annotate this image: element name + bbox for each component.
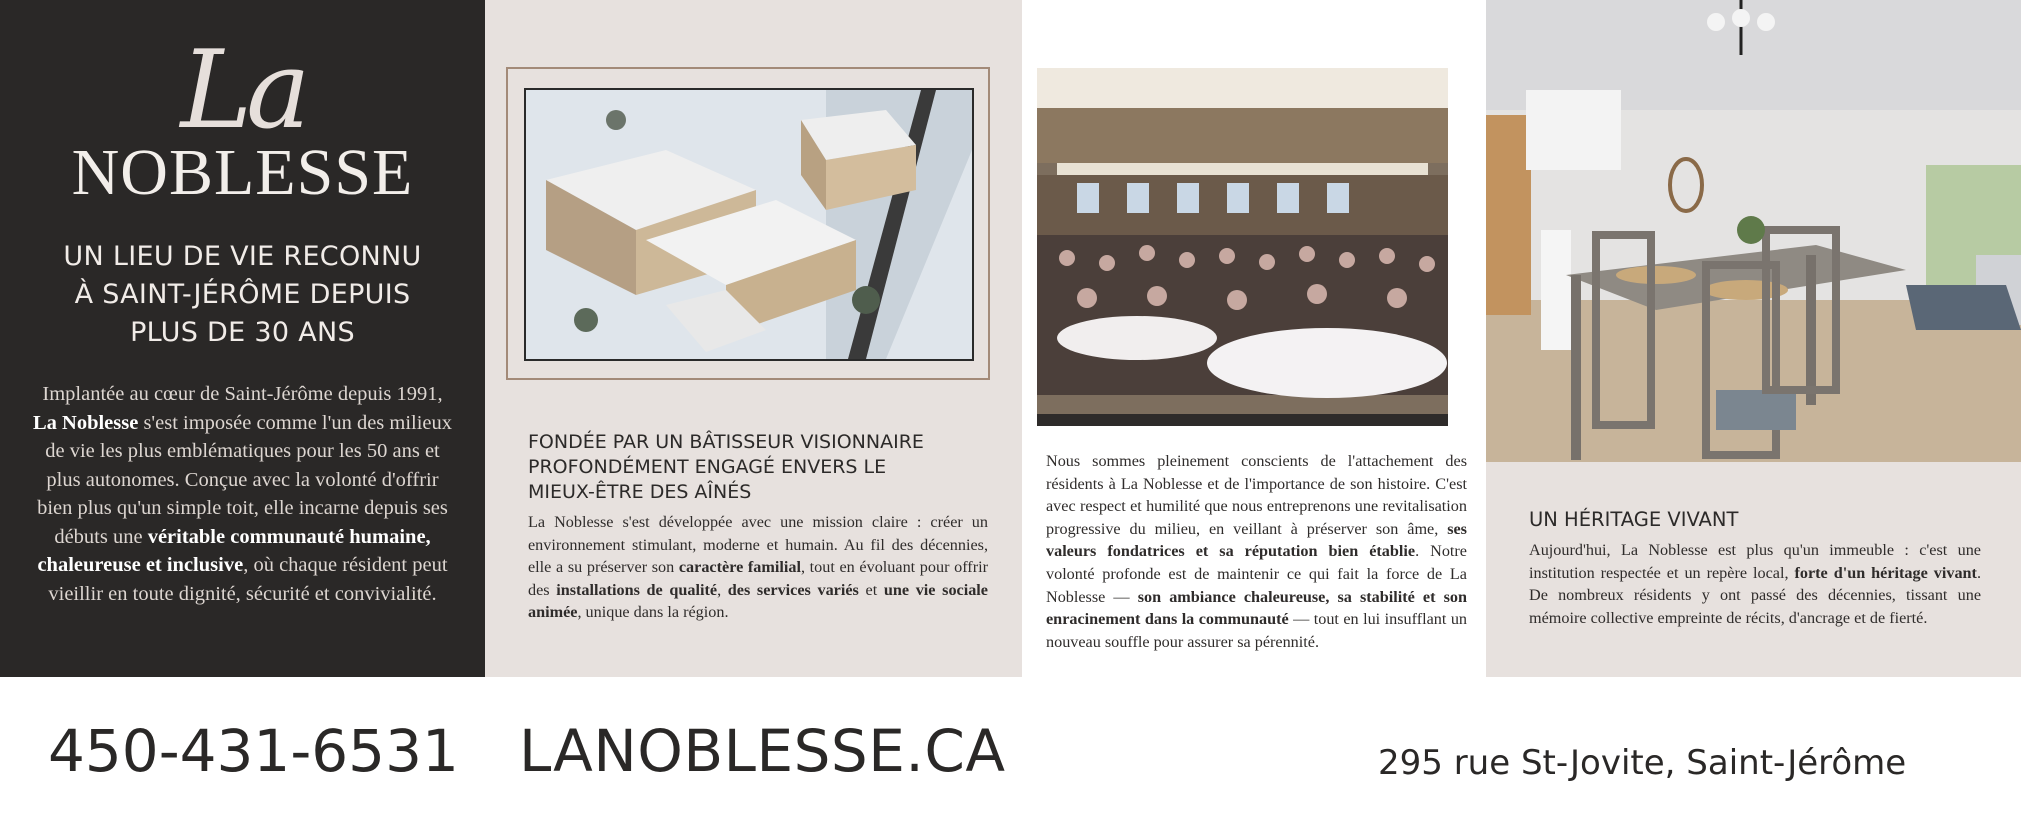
bold-text: son ambiance chaleureuse, sa stabilité et son enracinement dans la communauté bbox=[1046, 587, 1467, 629]
text: Implantée au cœur de Saint-Jérôme depuis 1991, bbox=[42, 383, 443, 405]
text: — tout en lui insufflant un nouveau souffle pour assurer sa pérennité. bbox=[1046, 610, 1468, 651]
apartment-dining-photo bbox=[1486, 0, 2021, 462]
heading-line: UN LIEU DE VIE RECONNU bbox=[63, 241, 422, 272]
heritage-panel bbox=[1486, 0, 2021, 677]
bold-text: des services variés bbox=[727, 580, 859, 599]
text: La Noblesse s'est développée avec une mission claire : créer un environnement stimulant, moderne et humain. Au fil des décennies, elle a su préserver son bbox=[528, 513, 988, 577]
logo-wordmark: NOBLESSE bbox=[71, 136, 414, 209]
banquet-hall-photo bbox=[1037, 68, 1448, 426]
text: et bbox=[858, 580, 884, 599]
bold-text: La Noblesse bbox=[32, 411, 139, 434]
intro-heading bbox=[20, 238, 465, 352]
heading-line: À SAINT-JÉRÔME DEPUIS bbox=[74, 279, 411, 310]
heading-line: MIEUX-ÊTRE DES AÎNÉS bbox=[528, 481, 752, 503]
history-heading bbox=[528, 430, 998, 505]
bold-text: caractère familial bbox=[678, 558, 801, 577]
history-panel bbox=[485, 0, 1022, 677]
aerial-photo-illustration bbox=[526, 90, 972, 359]
banquet-photo-illustration bbox=[1037, 68, 1448, 426]
text: . De nombreux résidents y ont passé des décennies, tissant une mémoire collective empreinte de récits, d'ancrage et de fierté. bbox=[1529, 563, 1981, 627]
bold-text: forte d'un héritage vivant bbox=[1794, 563, 1977, 582]
phone-number[interactable]: 450-431-6531 bbox=[48, 717, 459, 785]
text: Nous sommes pleinement conscients de l'attachement des résidents à La Noblesse et de l'importance de son histoire. C'est avec respect et humilité que nous entreprenons une revitalisation progressive du milieu, en veillant à préserver son âme, bbox=[1046, 452, 1467, 538]
history-paragraph bbox=[528, 511, 988, 624]
text: , où chaque résident peut vieillir en toute dignité, sécurité et convivialité. bbox=[48, 554, 448, 605]
text: , unique dans la région. bbox=[577, 603, 729, 622]
revitalization-panel bbox=[1022, 0, 1486, 677]
heritage-paragraph bbox=[1529, 539, 1981, 629]
aerial-building-photo bbox=[524, 88, 974, 361]
text: . Notre volonté profonde est de maintenir ce qui fait la force de La Noblesse — bbox=[1046, 542, 1467, 606]
heading-line: PLUS DE 30 ANS bbox=[130, 317, 355, 348]
bold-text: ses valeurs fondatrices et sa réputation bien établie bbox=[1046, 519, 1467, 561]
bold-text: une vie sociale animée bbox=[528, 580, 988, 622]
heritage-heading: UN HÉRITAGE VIVANT bbox=[1529, 508, 1739, 531]
apartment-photo-illustration bbox=[1486, 0, 2021, 462]
text: , bbox=[717, 580, 728, 599]
logo-script: La bbox=[180, 28, 305, 153]
text: s'est imposée comme l'un des milieux de vie les plus emblématiques pour les 50 ans et plus autonomes. Conçue avec la volonté d'offrir bien plus qu'un simple toit, elle incarne depuis ses débuts une bbox=[37, 411, 453, 548]
heading-line: FONDÉE PAR UN BÂTISSEUR VISIONNAIRE bbox=[528, 431, 924, 453]
intro-panel bbox=[0, 0, 485, 677]
revitalization-paragraph bbox=[1046, 450, 1467, 653]
bold-text: véritable communauté humaine, chaleureuse et inclusive bbox=[37, 525, 431, 576]
text: , tout en évoluant pour offrir des bbox=[528, 558, 988, 599]
intro-paragraph bbox=[30, 380, 455, 608]
website-link[interactable]: LANOBLESSE.CA bbox=[519, 717, 1006, 785]
street-address: 295 rue St-Jovite, Saint-Jérôme bbox=[1378, 743, 1907, 783]
text: Aujourd'hui, La Noblesse est plus qu'un immeuble : c'est une institution respectée et un repère local, bbox=[1529, 541, 1981, 582]
heading-line: PROFONDÉMENT ENGAGÉ ENVERS LE bbox=[528, 456, 887, 478]
bold-text: installations de qualité bbox=[556, 580, 718, 599]
